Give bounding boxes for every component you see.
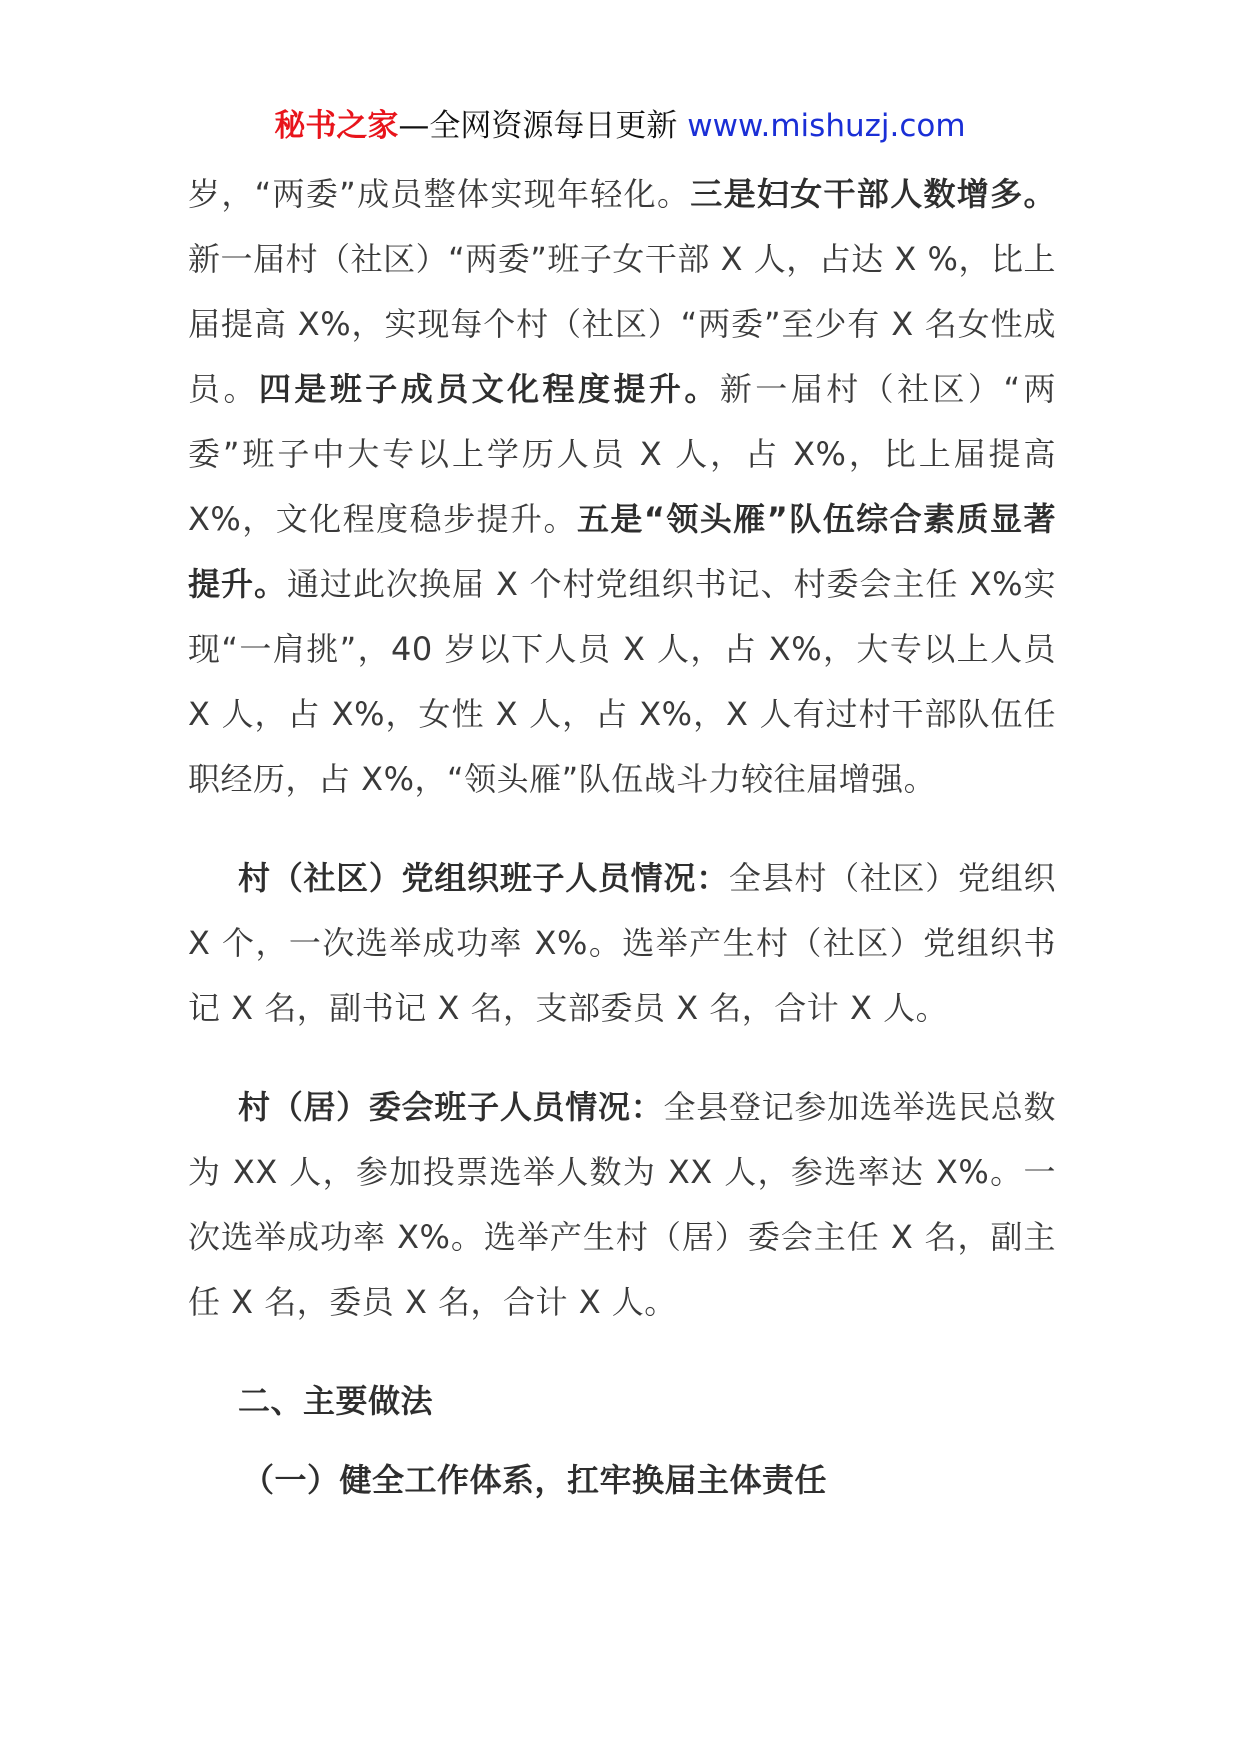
bold-lead: 三是妇女干部人数增多。 — [690, 175, 1056, 213]
subsection-heading: （一）健全工作体系，扛牢换届主体责任 — [242, 1461, 828, 1499]
paragraph-party-organization — [188, 846, 1056, 1041]
site-tagline: —全网资源每日更新 — [398, 108, 678, 144]
section-heading: 二、主要做法 — [238, 1382, 434, 1420]
paragraph-text: 全县登记参加选举选民总数为 XX 人，参加投票选举人数为 XX 人，参选率达 X%。一次选举成功率 X%。选举产生村（居）委会主任 X 名，副主任 X 名，委员 X 名，合计 X 人。 — [188, 1088, 1056, 1321]
bold-lead: 村（社区）党组织班子人员情况： — [238, 859, 729, 897]
site-header — [0, 104, 1240, 148]
paragraph-summary — [188, 162, 1056, 812]
paragraph-text: 全县村（社区）党组织 X 个，一次选举成功率 X%。选举产生村（社区）党组织书记 X 名，副书记 X 名，支部委员 X 名，合计 X 人。 — [188, 859, 1056, 1027]
paragraph-text: 新一届村（社区）“两委”班子中大专以上学历人员 X 人，占 X%，比上届提高 X%，文化程度稳步提升。 — [188, 370, 1056, 538]
paragraph-text: 新一届村（社区）“两委”班子女干部 X 人，占达 X %，比上届提高 X%，实现每个村（社区）“两委”至少有 X 名女性成员。 — [188, 240, 1056, 408]
paragraph-text: 通过此次换届 X 个村党组织书记、村委会主任 X%实现“一肩挑”，40 岁以下人员 X 人，占 X%，大专以上人员 X 人，占 X%，女性 X 人，占 X%，X 人有过村干部队伍任职经历，占 X%，“领头雁”队伍战斗力较往届增强。 — [188, 565, 1056, 798]
paragraph-text: 岁，“两委”成员整体实现年轻化。 — [188, 175, 691, 213]
document-body — [188, 162, 1056, 1513]
bold-lead: 四是班子成员文化程度提升。 — [258, 370, 720, 408]
bold-lead: 村（居）委会班子人员情况： — [238, 1088, 664, 1126]
site-brand: 秘书之家 — [274, 108, 399, 144]
paragraph-village-committee — [188, 1075, 1056, 1335]
bold-lead: 五是“领头雁”队伍综合素质显著提升。 — [188, 500, 1056, 603]
site-url-link[interactable]: www.mishuzj.com — [687, 108, 966, 144]
